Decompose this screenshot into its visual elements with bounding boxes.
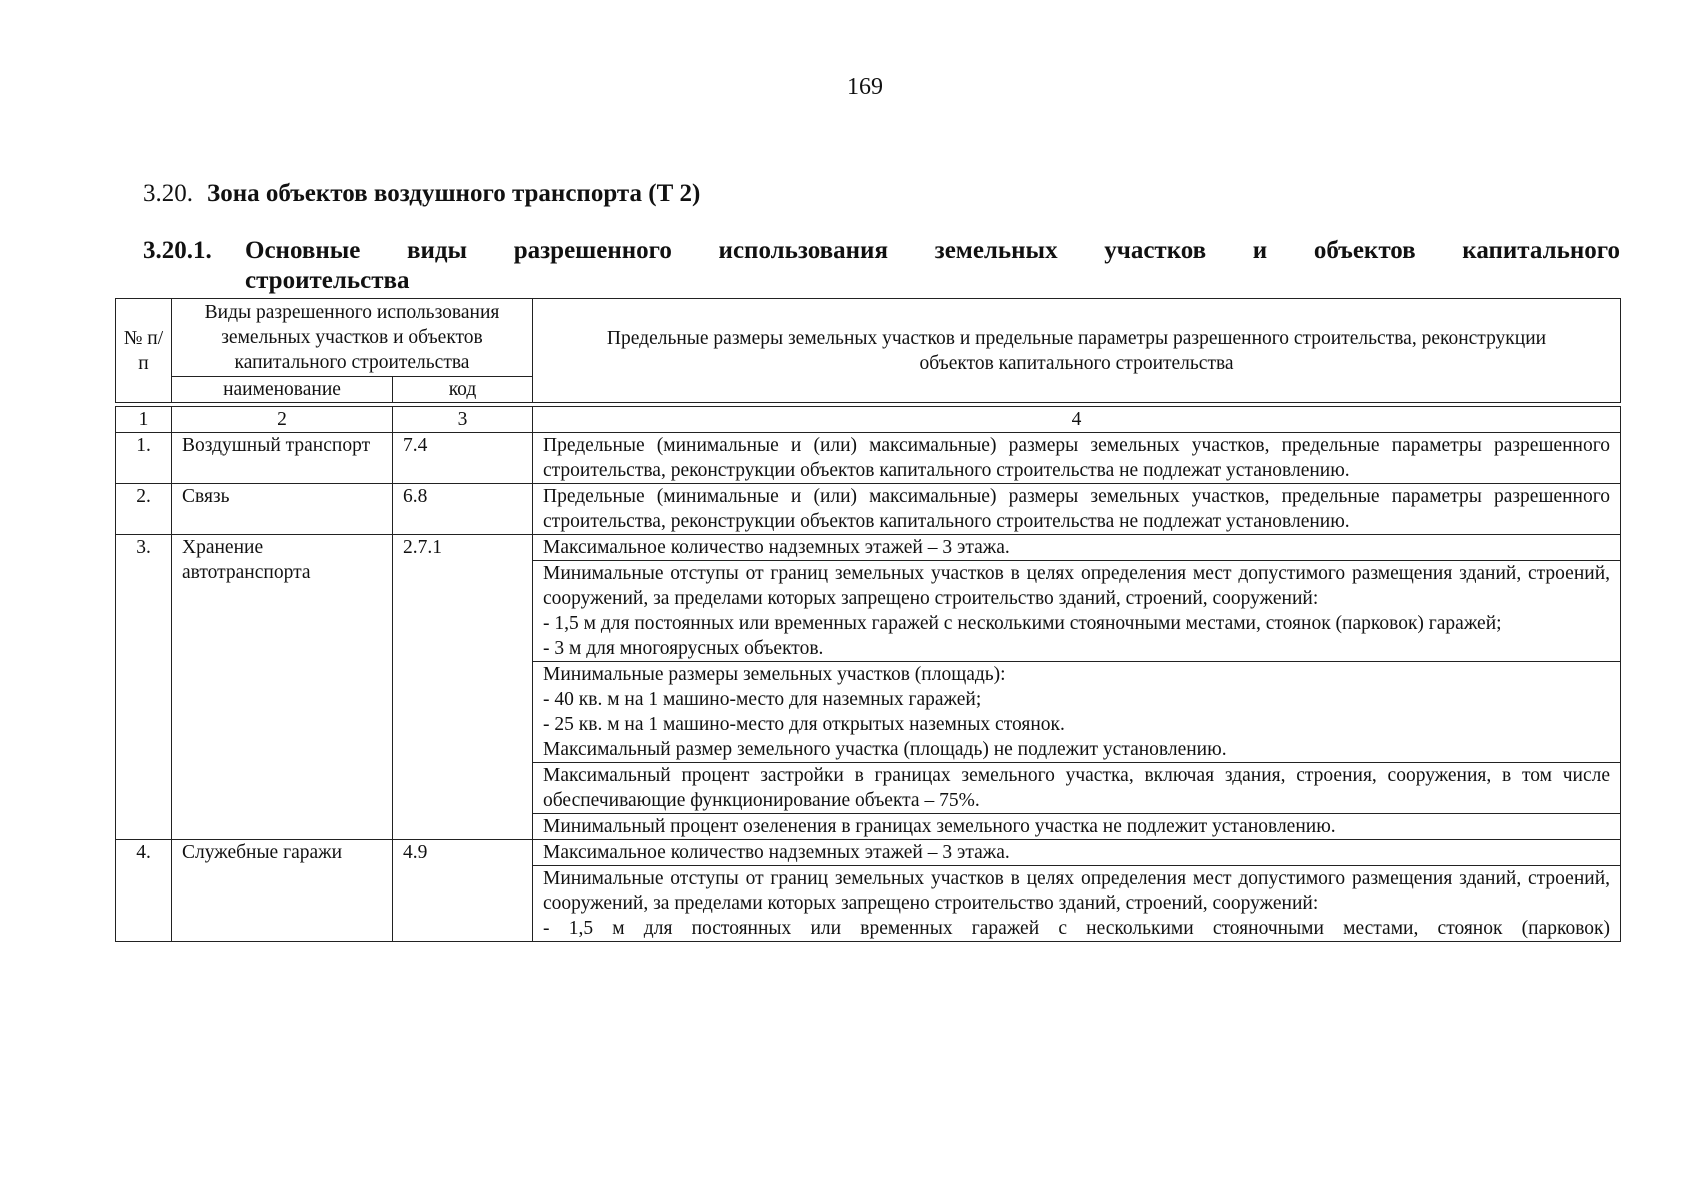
- header-params-column: Предельные размеры земельных участков и предельные параметры разрешенного строительства, реконструкции объектов капитального строительства: [533, 299, 1621, 403]
- row-name: Связь: [172, 484, 393, 535]
- row-params-block: [533, 535, 1621, 561]
- subsection-title: [143, 236, 1620, 296]
- column-numbers-row: [116, 407, 1621, 433]
- table-row: [116, 484, 1621, 535]
- header-kinds-group: Виды разрешенного использования земельных участков и объектов капитального строительства: [172, 299, 533, 377]
- row-number: 3.: [116, 535, 172, 840]
- row-params-block: [533, 814, 1621, 840]
- row-params-block: [533, 662, 1621, 763]
- table-row: [116, 535, 1621, 561]
- subsection-title-line2: строительства: [245, 267, 410, 294]
- param-line: Максимальный процент застройки в границах земельного участка, включая здания, строения, сооружения, в том числе обеспечивающие функционирование объекта – 75%.: [543, 765, 1611, 811]
- param-line: - 40 кв. м на 1 машино-место для наземных гаражей;: [543, 689, 982, 710]
- regulations-table: [115, 298, 1621, 942]
- column-number: 1: [116, 407, 172, 433]
- param-line: - 3 м для многоярусных объектов.: [543, 638, 824, 659]
- param-line: Максимальное количество надземных этажей – 3 этажа.: [543, 842, 1010, 863]
- section-title: [143, 180, 700, 208]
- row-number: 2.: [116, 484, 172, 535]
- param-line: Минимальные отступы от границ земельных участков в целях определения мест допустимого размещения зданий, строений, сооружений, за пределами которых запрещено строительство зданий, строений, сооружений:: [543, 563, 1611, 609]
- row-params: Предельные (минимальные и (или) максимальные) размеры земельных участков, предельные параметры разрешенного строительства, реконструкции объектов капитального строительства не подлежат установлению.: [533, 433, 1621, 484]
- param-line: Минимальные отступы от границ земельных участков в целях определения мест допустимого размещения зданий, строений, сооружений, за пределами которых запрещено строительство зданий, строений, сооружений:: [543, 868, 1611, 914]
- column-number: 2: [172, 407, 393, 433]
- row-name: Служебные гаражи: [172, 840, 393, 942]
- column-number: 3: [393, 407, 533, 433]
- param-line: - 1,5 м для постоянных или временных гаражей с несколькими стояночными местами, стоянок (парковок): [543, 918, 1611, 939]
- param-line: - 25 кв. м на 1 машино-место для открытых наземных стоянок.: [543, 714, 1065, 735]
- column-number: 4: [533, 407, 1621, 433]
- table-row: [116, 840, 1621, 866]
- row-params-block: [533, 866, 1621, 942]
- row-params-block: [533, 763, 1621, 814]
- page-number: 169: [847, 74, 883, 100]
- table-row: [116, 433, 1621, 484]
- subsection-title-line1: Основные виды разрешенного использования земельных участков и объектов капитального: [245, 237, 1620, 264]
- row-name: Хранение автотранспорта: [172, 535, 393, 840]
- row-code: 7.4: [393, 433, 533, 484]
- section-title-text: Зона объектов воздушного транспорта (Т 2): [207, 180, 701, 207]
- row-params-block: [533, 561, 1621, 662]
- row-params-block: [533, 840, 1621, 866]
- row-params: Предельные (минимальные и (или) максимальные) размеры земельных участков, предельные параметры разрешенного строительства, реконструкции объектов капитального строительства не подлежат установлению.: [533, 484, 1621, 535]
- param-line: - 1,5 м для постоянных или временных гаражей с несколькими стояночными местами, стоянок (парковок) гаражей;: [543, 613, 1502, 634]
- param-line: Максимальный размер земельного участка (площадь) не подлежит установлению.: [543, 739, 1227, 760]
- row-number: 1.: [116, 433, 172, 484]
- row-code: 2.7.1: [393, 535, 533, 840]
- param-line: Максимальное количество надземных этажей – 3 этажа.: [543, 537, 1010, 558]
- row-name: Воздушный транспорт: [172, 433, 393, 484]
- row-number: 4.: [116, 840, 172, 942]
- table-header-row: [116, 299, 1621, 377]
- section-number: 3.20.: [143, 180, 193, 207]
- header-number-column: № п/п: [116, 299, 172, 403]
- subsection-number: 3.20.1.: [143, 237, 212, 264]
- param-line: Минимальный процент озеленения в границах земельного участка не подлежит установлению.: [543, 816, 1336, 837]
- header-name-column: наименование: [172, 377, 393, 403]
- header-code-column: код: [393, 377, 533, 403]
- row-code: 6.8: [393, 484, 533, 535]
- row-code: 4.9: [393, 840, 533, 942]
- param-line: Минимальные размеры земельных участков (площадь):: [543, 664, 1006, 685]
